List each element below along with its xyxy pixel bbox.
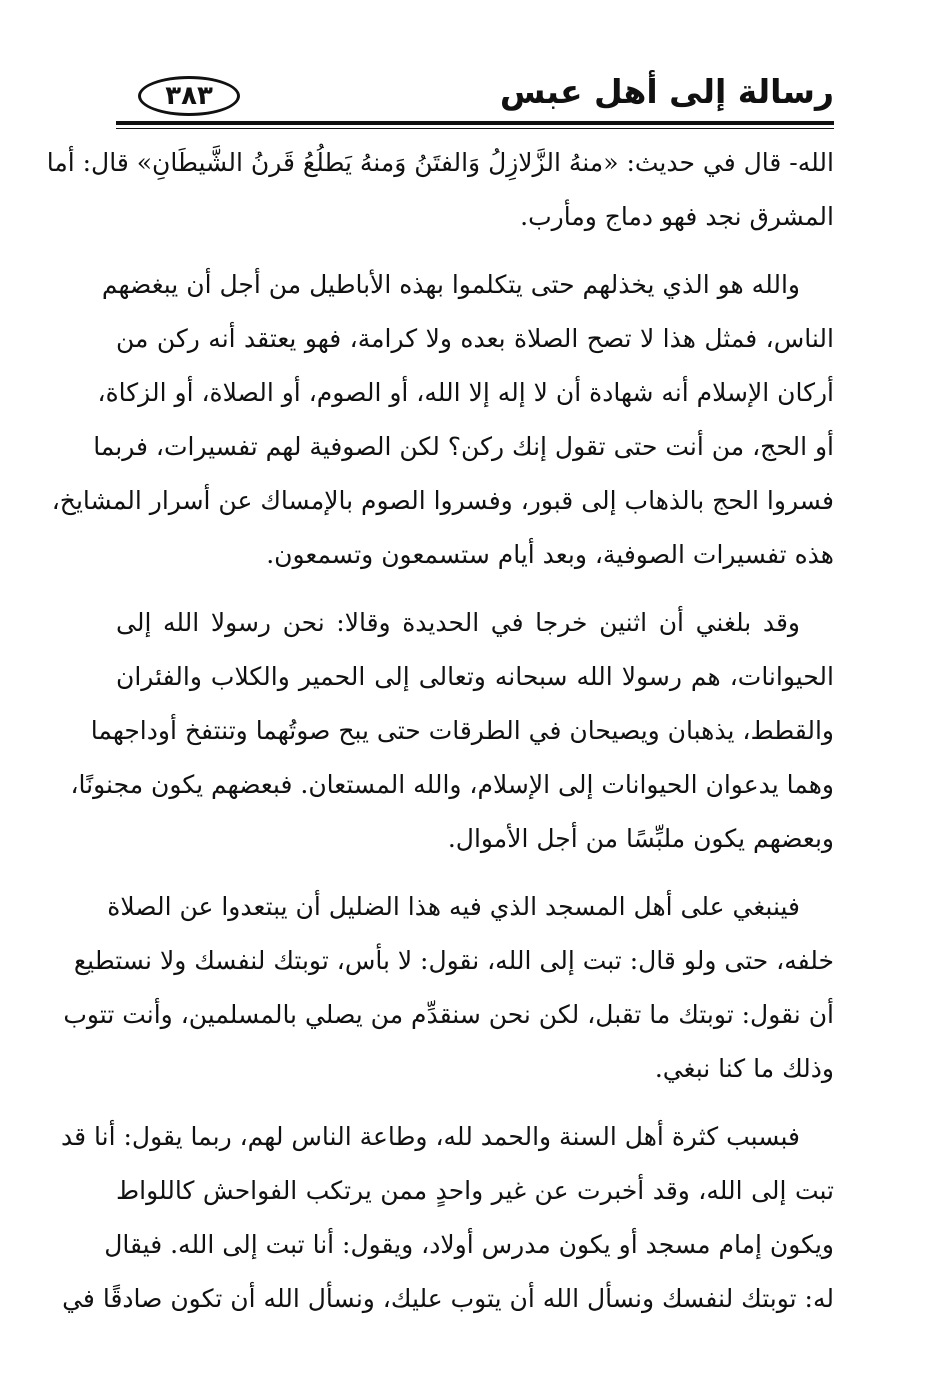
text-line: الحيوانات، هم رسولا الله سبحانه وتعالى إلى الحمير والكلاب والفئران [116,662,834,691]
text-line: فسروا الحج بالذهاب إلى قبور، وفسروا الصوم بالإمساك عن أسرار المشايخ، [51,486,834,515]
text-line: والله هو الذي يخذلهم حتى يتكلموا بهذه الأباطيل من أجل أن يبغضهم [101,270,800,299]
header-title: رسالة إلى أهل عبس [499,72,834,111]
page-number-badge: ٣٨٣ [138,76,240,116]
text-line: فبسبب كثرة أهل السنة والحمد لله، وطاعة الناس لهم، ربما يقول: أنا قد [61,1122,800,1151]
paragraph [63,880,834,1096]
text-line: وبعضهم يكون ملبِّسًا من أجل الأموال. [447,824,834,853]
paragraph [46,136,834,244]
text-line: فينبغي على أهل المسجد الذي فيه هذا الضليل أن يبتعدوا عن الصلاة [107,892,800,921]
text-line: له: توبتك لنفسك ونسأل الله أن يتوب عليك، ونسأل الله أن تكون صادقًا في [62,1284,834,1313]
text-line: المشرق نجد فهو دماج ومأرب. [520,202,834,231]
text-line: وقد بلغني أن اثنين خرجا في الحديدة وقالا: نحن رسولا الله إلى [116,608,800,637]
text-line: والقطط، يذهبان ويصيحان في الطرقات حتى يبح صوتُهما وتنتفخ أوداجهما [90,716,834,745]
text-line: خلفه، حتى ولو قال: تبت إلى الله، نقول: لا بأس، توبتك لنفسك ولا نستطيع [73,946,834,975]
text-line: أركان الإسلام أنه شهادة أن لا إله إلا الله، أو الصوم، أو الصلاة، أو الزكاة، [97,378,834,407]
running-header [116,70,834,126]
text-line: أن نقول: توبتك ما تقبل، لكن نحن سنقدِّم من يصلي بالمسلمين، وأنت تتوب [63,1000,834,1029]
paragraph [51,258,834,582]
text-line: وهما يدعوان الحيوانات إلى الإسلام، والله المستعان. فبعضهم يكون مجنونًا، [70,770,834,799]
text-line: أو الحج، من أنت حتى تقول إنك ركن؟ لكن الصوفية لهم تفسيرات، فربما [93,432,834,461]
paragraph [70,596,834,866]
text-line: الله- قال في حديث: «منهُ الزَّلازِلُ وَالفتَنُ وَمنهُ يَطلُعُ قَرنُ الشَّيطَانِ» قال: أما [46,148,834,177]
text-line: هذه تفسيرات الصوفية، وبعد أيام ستسمعون وتسمعون. [266,540,834,569]
paragraph [61,1110,834,1326]
text-line: الناس، فمثل هذا لا تصح الصلاة بعده ولا كرامة، فهو يعتقد أنه ركن من [116,324,834,353]
text-line: ويكون إمام مسجد أو يكون مدرس أولاد، ويقول: أنا تبت إلى الله. فيقال [104,1230,834,1259]
header-rule-thin [116,128,834,129]
text-line: تبت إلى الله، وقد أخبرت عن غير واحدٍ ممن يرتكب الفواحش كاللواط [116,1176,834,1205]
header-rule-thick [116,121,834,125]
body-text [46,136,834,1340]
text-line: وذلك ما كنا نبغي. [654,1054,834,1083]
